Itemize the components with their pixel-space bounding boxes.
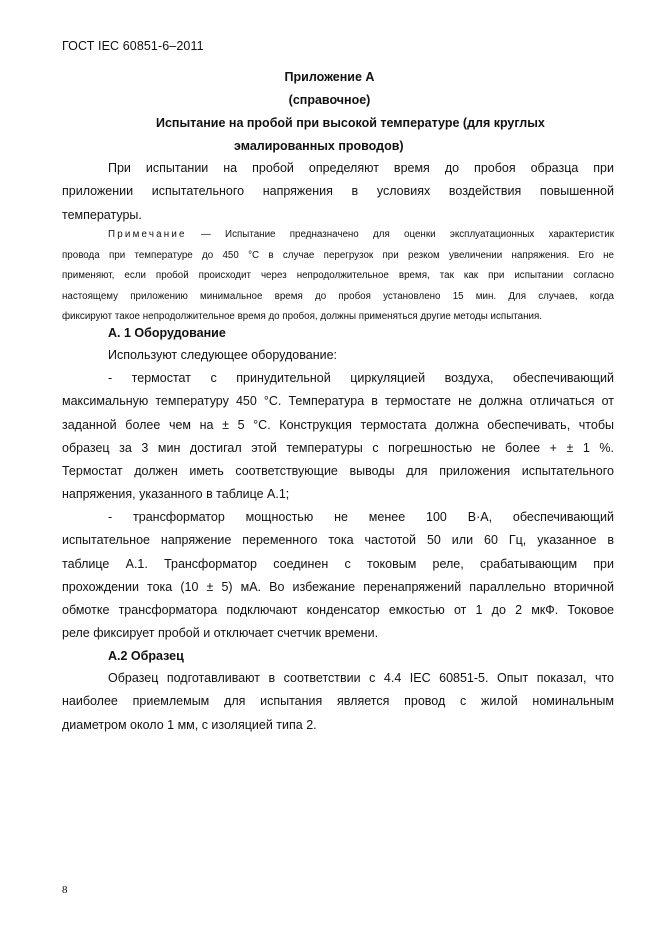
note-block bbox=[62, 225, 614, 328]
note-line: фиксируют такое непродолжительное время до пробоя, должны применяться другие методы испытания. bbox=[62, 311, 542, 323]
note-line: настоящему приложению минимальное время до пробоя установлено 15 мин. Для случаев, когда bbox=[62, 290, 614, 302]
section-heading-equipment: А. 1 Оборудование bbox=[108, 326, 226, 340]
sample-line: диаметром около 1 мм, с изоляцией типа 2. bbox=[62, 717, 317, 732]
section-heading-sample: А.2 Образец bbox=[108, 649, 184, 663]
sample-paragraph bbox=[62, 667, 614, 737]
note-label: Примечание bbox=[108, 229, 187, 240]
item-line: образец за 3 мин достигал этой температуры с погрешностью не более + ± 1 %. bbox=[62, 440, 614, 455]
intro-line: При испытании на пробой определяют время до пробоя образца при bbox=[108, 161, 614, 175]
sample-line: наиболее приемлемым для испытания является провод с жилой номинальным bbox=[62, 694, 614, 709]
annex-subtitle: (справочное) bbox=[288, 93, 371, 107]
note-text: — Испытание предназначено для оценки эксплуатационных характеристик bbox=[186, 229, 614, 240]
item-line: таблице А.1. Трансформатор соединен с токовым реле, срабатывающим при bbox=[62, 556, 614, 571]
annex-heading-line2: эмалированных проводов) bbox=[234, 139, 404, 153]
item-line: прохождении тока (10 ± 5) мА. Во избежание перенапряжений параллельно вторичной bbox=[62, 579, 614, 594]
item-line: реле фиксирует пробой и отключает счетчик времени. bbox=[62, 626, 379, 641]
item-line: обмотке трансформатора подключают конденсатор емкостью от 1 до 2 мкФ. Токовое bbox=[62, 603, 614, 618]
annex-heading-line1: Испытание на пробой при высокой температуре (для круглых bbox=[156, 116, 545, 130]
item-line: - термостат с принудительной циркуляцией воздуха, обеспечивающий bbox=[108, 371, 614, 385]
item-line: испытательное напряжение переменного тока частотой 50 или 60 Гц, указанное в bbox=[62, 533, 614, 548]
item-line: заданной более чем на ± 5 °С. Конструкция термостата должна обеспечивать, чтобы bbox=[62, 417, 614, 432]
sample-line: Образец подготавливают в соответствии с 4.4 IEC 60851-5. Опыт показал, что bbox=[108, 671, 614, 685]
item-line: напряжения, указанного в таблице А.1; bbox=[62, 487, 290, 502]
annex-title: Приложение А bbox=[284, 70, 375, 84]
item-line: - трансформатор мощностью не менее 100 В·А, обеспечивающий bbox=[108, 510, 614, 524]
note-line: применяют, если пробой происходит через непродолжительное время, так как при испытании согласно bbox=[62, 270, 614, 282]
note-line bbox=[62, 225, 614, 246]
note-line: провода при температуре до 450 °С в случае перегрузок при резком увеличении напряжения. Его не bbox=[62, 249, 614, 261]
intro-line: температуры. bbox=[62, 207, 142, 222]
item-line: максимальную температуру 450 °С. Температура в термостате не должна отличаться от bbox=[62, 394, 614, 409]
equipment-lead-line: Используют следующее оборудование: bbox=[108, 348, 338, 362]
item-line: Термостат должен иметь соответствующие выводы для приложения испытательного bbox=[62, 464, 614, 479]
equipment-item-transformer bbox=[62, 506, 614, 646]
intro-paragraph bbox=[62, 157, 614, 227]
page-number: 8 bbox=[62, 884, 68, 896]
equipment-item-thermostat bbox=[62, 367, 614, 507]
intro-line: приложении испытательного напряжения в условиях воздействия повышенной bbox=[62, 184, 614, 199]
equipment-lead bbox=[62, 344, 614, 367]
standard-designation: ГОСТ IEC 60851-6–2011 bbox=[62, 39, 204, 53]
